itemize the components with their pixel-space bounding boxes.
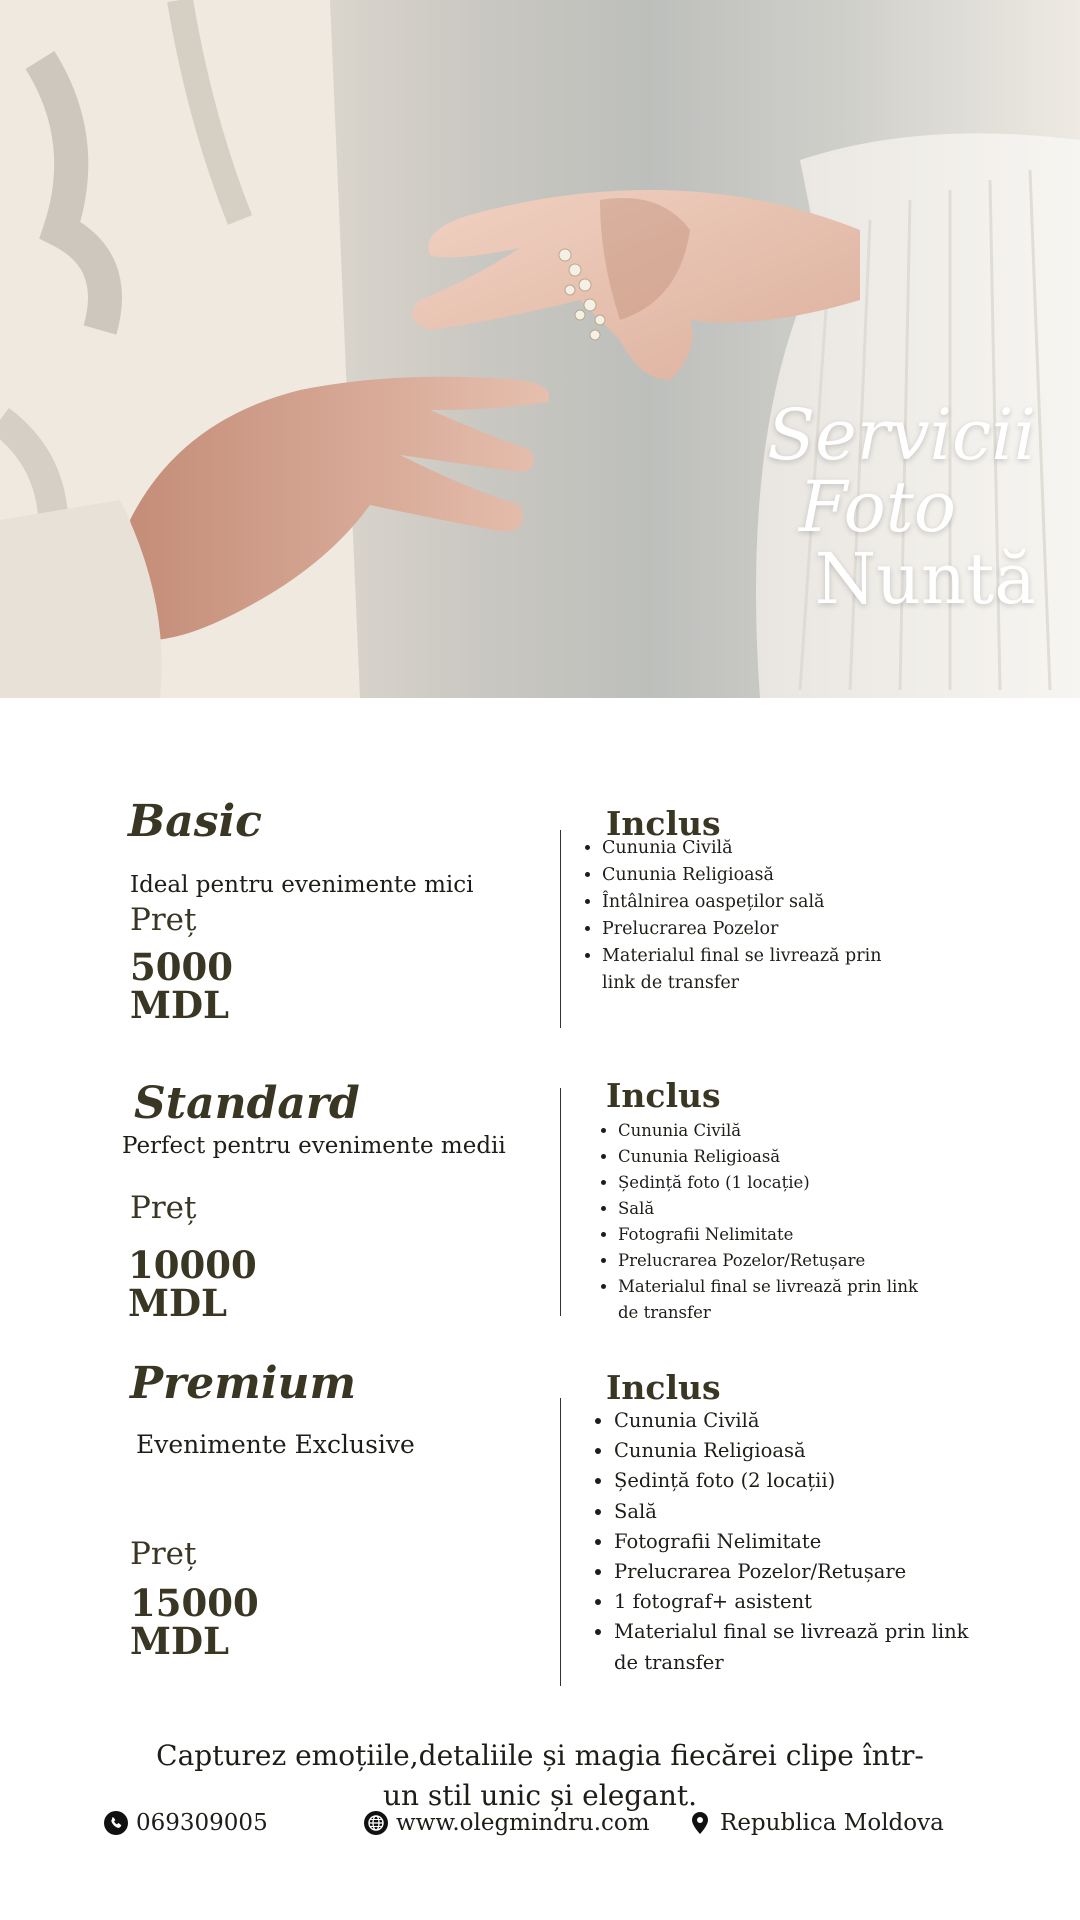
included-list — [592, 1406, 974, 1678]
list-item: • Prelucrarea Pozelor/Retușare — [614, 1557, 974, 1587]
website-link: www.olegmindru.com — [396, 1810, 650, 1836]
list-item: • Întâlnirea oaspeților sală — [602, 889, 902, 916]
package-name: Basic — [128, 796, 262, 847]
list-item: • Sală — [618, 1196, 918, 1222]
price-currency: MDL — [130, 1619, 230, 1663]
price-amount: 10000 — [128, 1243, 257, 1287]
phone-number: 069309005 — [136, 1810, 268, 1836]
price-value — [130, 945, 233, 1027]
phone-icon — [104, 1811, 128, 1835]
package-subtitle: Perfect pentru evenimente medii — [122, 1133, 506, 1159]
list-item: • Prelucrarea Pozelor — [602, 916, 902, 943]
list-item: • 1 fotograf+ asistent — [614, 1587, 974, 1617]
location-pin-icon — [688, 1811, 712, 1835]
list-item: • Materialul final se livrează prin link de transfer — [614, 1617, 974, 1677]
hero-title — [767, 393, 1036, 620]
list-item: • Ședință foto (2 locații) — [614, 1466, 974, 1496]
list-item: • Materialul final se livrează prin link de transfer — [618, 1274, 918, 1326]
list-item: • Ședință foto (1 locație) — [618, 1170, 918, 1196]
globe-icon — [364, 1811, 388, 1835]
price-label: Preț — [130, 902, 197, 938]
price-value — [128, 1243, 257, 1325]
package-subtitle: Evenimente Exclusive — [136, 1430, 415, 1459]
location-text: Republica Moldova — [720, 1810, 944, 1836]
included-title: Inclus — [606, 1076, 721, 1115]
price-value — [130, 1581, 259, 1663]
contact-phone[interactable] — [104, 1810, 268, 1836]
tagline: Capturez emoțiile,detaliile și magia fiecărei clipe într-un stil unic și elegant. — [156, 1739, 924, 1812]
hero-title-line-3: Nuntă — [814, 537, 1036, 620]
list-item: • Cununia Religioasă — [602, 862, 902, 889]
contact-location — [688, 1810, 944, 1836]
price-amount: 5000 — [130, 945, 233, 989]
hero-title-line-2: Foto — [798, 465, 956, 548]
included-list — [580, 835, 902, 997]
contact-website[interactable] — [364, 1810, 650, 1836]
price-amount: 15000 — [130, 1581, 259, 1625]
list-item: • Fotografii Nelimitate — [618, 1222, 918, 1248]
list-item: • Sală — [614, 1497, 974, 1527]
package-name: Standard — [134, 1078, 360, 1129]
price-label: Preț — [130, 1190, 197, 1226]
list-item: • Cununia Civilă — [614, 1406, 974, 1436]
included-title: Inclus — [606, 1368, 721, 1407]
list-item: • Fotografii Nelimitate — [614, 1527, 974, 1557]
list-item: • Materialul final se livrează prin link de transfer — [602, 943, 902, 997]
price-currency: MDL — [130, 983, 230, 1027]
package-subtitle: Ideal pentru evenimente mici — [130, 872, 474, 898]
column-divider — [560, 1088, 561, 1316]
package-name: Premium — [130, 1358, 357, 1409]
list-item: • Cununia Religioasă — [614, 1436, 974, 1466]
included-list — [596, 1118, 918, 1326]
column-divider — [560, 1398, 561, 1686]
list-item: • Cununia Religioasă — [618, 1144, 918, 1170]
included-title: Inclus — [606, 804, 721, 843]
hero-photo — [0, 0, 1080, 698]
price-label: Preț — [130, 1536, 197, 1572]
list-item: • Prelucrarea Pozelor/Retușare — [618, 1248, 918, 1274]
price-currency: MDL — [128, 1281, 228, 1325]
hero-title-line-1: Servicii — [767, 393, 1036, 476]
column-divider — [560, 830, 561, 1028]
list-item: • Cununia Civilă — [618, 1118, 918, 1144]
list-item: • Cununia Civilă — [602, 835, 902, 862]
